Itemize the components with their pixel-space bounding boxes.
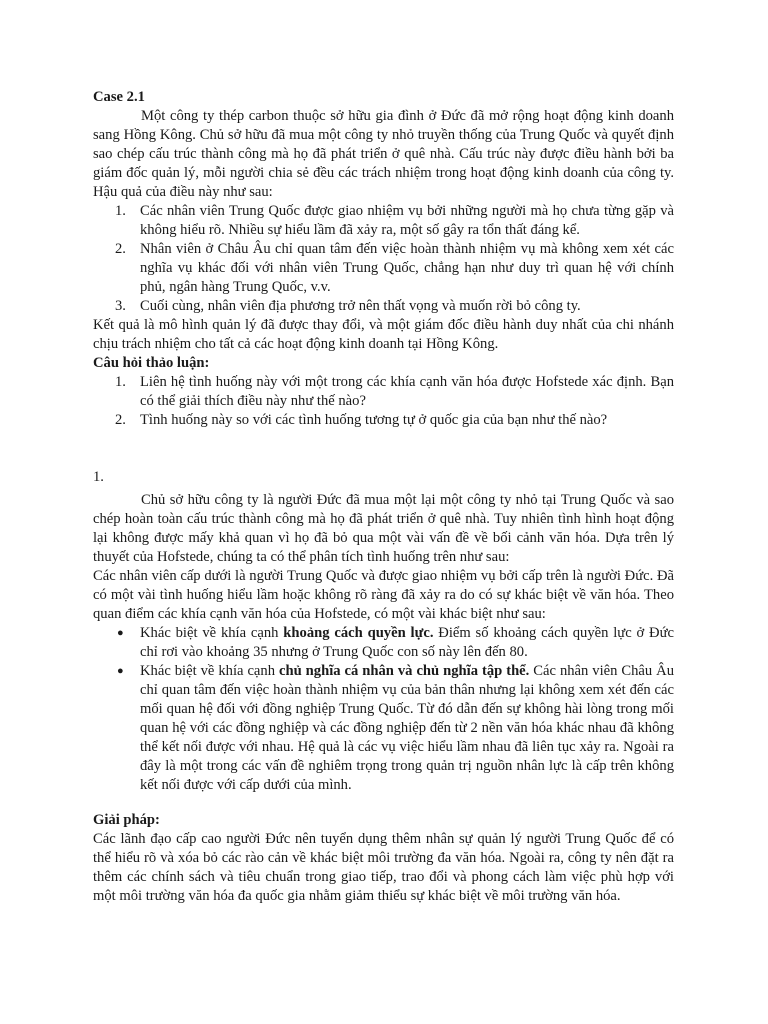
list-item-text: Các nhân viên Trung Quốc được giao nhiệm vụ bởi những người mà họ chưa từng gặp và không hiểu rõ. Nhiều sự hiểu lầm đã xảy ra, một số gây ra tổn thất đáng kể. [140,203,674,238]
list-item [115,297,674,316]
list-item [115,411,674,430]
section-spacer [93,430,674,468]
answer-number: 1. [93,469,104,485]
bullet-icon: ● [117,627,124,639]
differences-list [93,624,674,795]
solution-heading: Giải pháp: [93,812,160,828]
list-number: 1. [115,374,126,390]
list-number: 1. [115,203,126,219]
questions-heading: Câu hỏi thảo luận: [93,355,210,371]
list-item [115,240,674,297]
list-number: 2. [115,412,126,428]
list-number: 3. [115,298,126,314]
case-result: Kết quả là mô hình quản lý đã được thay đổi, và một giám đốc điều hành duy nhất của chi nhánh chịu trách nhiệm cho tất cả các hoạt động kinh doanh tại Hồng Kông. [93,317,674,352]
questions-list [93,373,674,430]
answer-paragraph-1: Chủ sở hữu công ty là người Đức đã mua một lại một công ty nhỏ tại Trung Quốc và sao chép hoàn toàn cấu trúc thành công mà họ đã phát triển ở quê nhà. Tuy nhiên tình hình hoạt động lại không được mấy khả quan vì họ đã bỏ qua một vài vấn đề về bối cảnh văn hóa. Dựa trên lý thuyết của Hofstede, chúng ta có thể phân tích tình huống trên như sau: [93,492,674,565]
bullet-rest: Điểm số khoảng cách quyền lực ở Đức chỉ rơi vào khoảng 35 nhưng ở Trung Quốc con số này lên đến 80. [140,625,674,660]
list-item-text: Nhân viên ở Châu Âu chỉ quan tâm đến việc hoàn thành nhiệm vụ mà không xem xét các nghĩa vụ khác đối với nhân viên Trung Quốc, chẳng hạn như duy trì quan hệ với chính phủ, ngân hàng Trung Quốc, v.v. [140,241,674,295]
list-number: 2. [115,241,126,257]
list-item [115,202,674,240]
list-item-text: Liên hệ tình huống này với một trong các khía cạnh văn hóa được Hofstede xác định. Bạn có thể giải thích điều này như thế nào? [140,374,674,409]
bullet-item [117,662,674,795]
bullet-prefix: Khác biệt về khía cạnh [140,663,279,679]
list-item-text: Tình huống này so với các tình huống tương tự ở quốc gia của bạn như thế nào? [140,412,608,428]
case-title: Case 2.1 [93,89,145,105]
section-spacer [93,795,674,811]
case-intro: Một công ty thép carbon thuộc sở hữu gia đình ở Đức đã mở rộng hoạt động kinh doanh sang Hồng Kông. Chủ sở hữu đã mua một công ty nhỏ truyền thống của Trung Quốc và quyết định sao chép cấu trúc thành công mà họ đã phát triển ở quê nhà. Cấu trúc này được điều hành bởi ba giám đốc quản lý, mỗi người chia sẻ đều các trách nhiệm trong hoạt động kinh doanh của công ty. Hậu quả của điều này như sau: [93,108,674,200]
list-item-text: Cuối cùng, nhân viên địa phương trở nên thất vọng và muốn rời bỏ công ty. [140,298,581,314]
bullet-item [117,624,674,662]
consequences-list [93,202,674,316]
solution-paragraph: Các lãnh đạo cấp cao người Đức nên tuyển dụng thêm nhân sự quản lý người Trung Quốc để có thể hiểu rõ và xóa bỏ các rào cản về khác biệt môi trường đa văn hóa. Ngoài ra, công ty nên đặt ra thêm các chính sách và tiêu chuẩn trong giao tiếp, trao đổi và phong cách làm việc phù hợp với một môi trường văn hóa đa quốc gia nhằm giảm thiểu sự khác biệt về môi trường văn hóa. [93,831,674,904]
bullet-emphasis: khoảng cách quyền lực. [283,625,434,641]
answer-paragraph-2: Các nhân viên cấp dưới là người Trung Quốc và được giao nhiệm vụ bởi cấp trên là người Đức. Đã có một vài tình huống hiểu lầm hoặc không rõ ràng đã xảy ra do có sự khác biệt về văn hóa. Theo quan điểm các khía cạnh văn hóa của Hofstede, có một vài khác biệt như sau: [93,568,674,622]
bullet-rest: Các nhân viên Châu Âu chỉ quan tâm đến việc hoàn thành nhiệm vụ của bản thân nhưng lại không xem xét đến các mối quan hệ đối với đồng nghiệp Trung Quốc. Từ đó dẫn đến sự không hài lòng trong mối quan hệ với các đồng nghiệp và các đồng nghiệp đến từ 2 nền văn hóa khác nhau đã không thể kết nối được với nhau. Hệ quả là các vụ việc hiểu lầm nhau đã liên tục xảy ra. Ngoài ra đây là một trong các vấn đề nghiêm trọng trong quản trị nguồn nhân lực là cấp trên không kết nối được với cấp dưới của mình. [140,663,674,793]
list-item [115,373,674,411]
bullet-icon: ● [117,665,124,677]
bullet-prefix: Khác biệt về khía cạnh [140,625,284,641]
bullet-emphasis: chủ nghĩa cá nhân và chủ nghĩa tập thể. [278,663,530,679]
